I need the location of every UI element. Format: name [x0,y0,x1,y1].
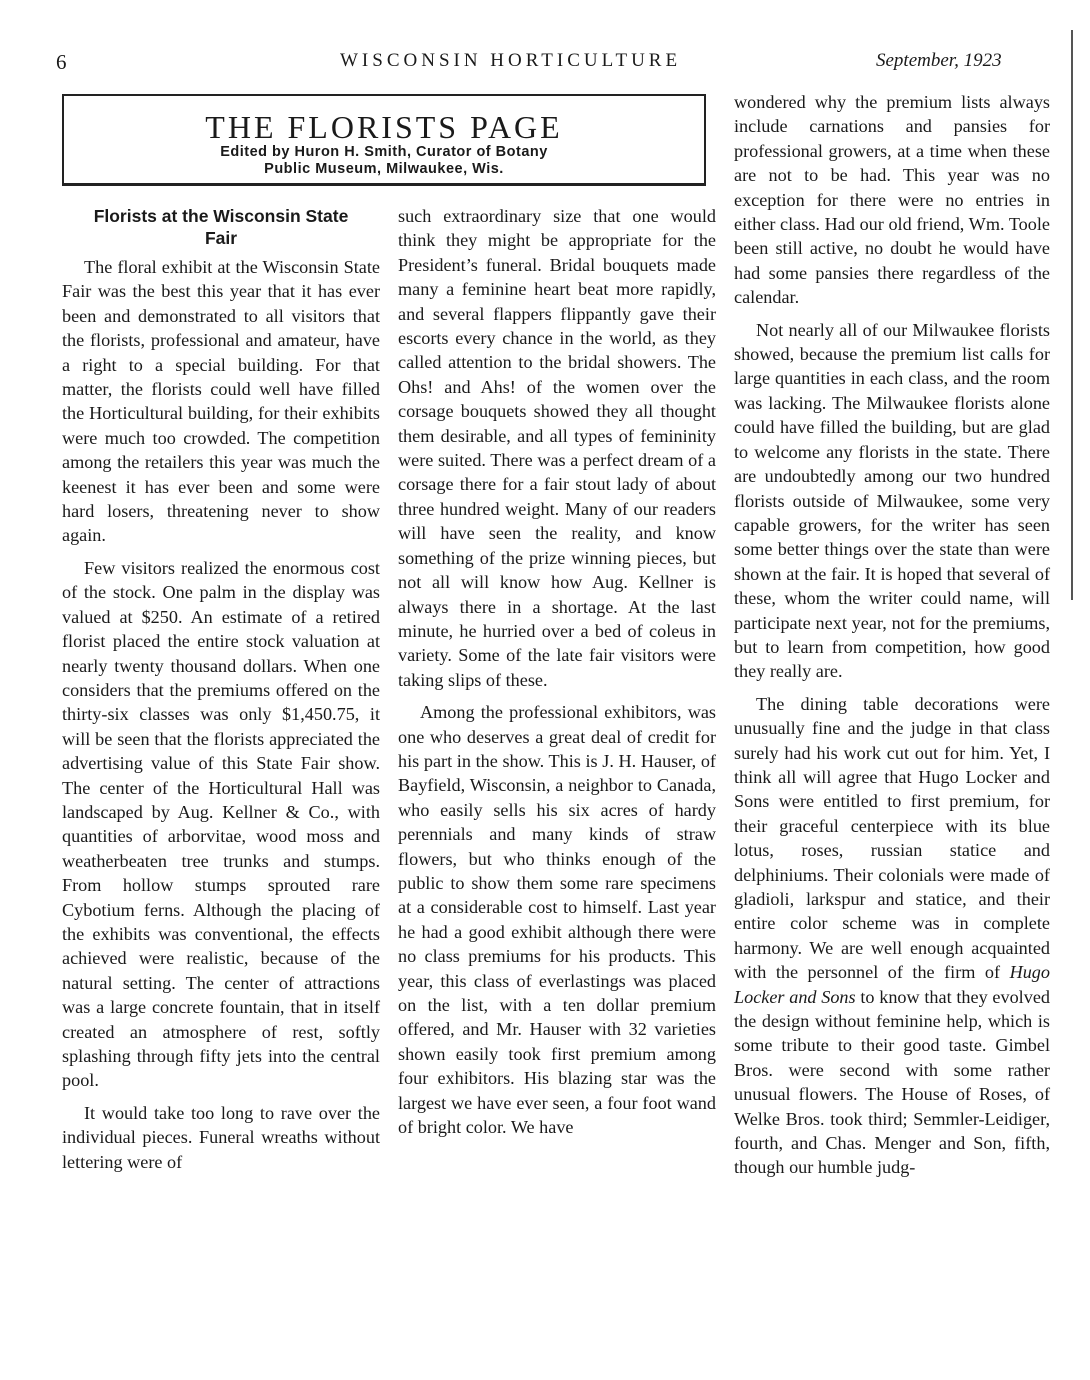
affiliation-line: Public Museum, Milwaukee, Wis. [264,161,504,177]
article-heading-line-1: Florists at the Wisconsin State [93,206,349,226]
paragraph: wondered why the premium lists always include carnations and pansies for professional growers, at a time when these are not to be had. This year was no exception for there were no entries in either class. Had our old friend, Wm. Toole been still active, no doubt he would have had some pansies there regardless of the calendar. [734,92,1050,308]
paragraph: Few visitors realized the enormous cost of the stock. One palm in the display was valued at $250. An estimate of a retired florist placed the entire stock valuation at nearly twenty thousand dollars. When one considers that the premiums offered on the thirty-six classes was only $1,450.75, it will be seen that the florists appreciated the advertising value of this State Fair show. The center of the Horticultural Hall was landscaped by Aug. Kellner & Co., with quantities of arborvitae, wood moss and weatherbeaten tree trunks and stumps. From hollow stumps sprouted rare Cybotium ferns. Although the placing of the exhibits was conventional, the effects achieved were realistic, because of the natural setting. The center of attractions was a large concrete fountain, that in itself created an atmosphere of rest, softly splashing through fifty jets into the central pool. [62,557,380,1091]
paragraph-text: The dining table decorations were unusually fine and the judge in that class surely had his work cut out for him. Yet, I think all will agree that Hugo Locker and Sons were entitled to first premium, for their graceful centerpiece with its blue lotus, roses, russian statice and delphiniums. Their colonials were made of gladioli, larkspur and statice, and their entire color scheme was in complete harmony. We are well enough acquainted with the personnel of the firm of [734,693,1050,983]
section-title: THE FLORISTS PAGE [205,109,563,145]
article-heading [62,205,380,249]
column-3 [734,90,1050,1180]
running-title: WISCONSIN HORTICULTURE [340,50,682,71]
margin-rule [1071,30,1073,600]
paragraph [734,692,1050,1180]
paragraph: The floral exhibit at the Wisconsin State Fair was the best this year that it has ever been and demonstrated to all visitors that the florists, professional and amateur, have a right to a special building. For that matter, the florists could well have filled the Horticultural building, for their exhibits were much too crowded. The competition among the retailers this year was much the keenest it has ever been and some were hard losers, threatening never to show again. [62,257,380,546]
editor-line: Edited by Huron H. Smith, Curator of Botany [220,144,548,160]
firm-name-italic: Hugo Locker and Sons [734,962,1050,1007]
article-heading-line-2: Fair [204,228,238,248]
paragraph: such extraordinary size that one would think they might be appropriate for the President’s funeral. Bridal bouquets made many a feminine heart beat more rapidly, and several flappers flippantly gave their escorts every chance in the world, as they called attention to the bridal showers. The Ohs! and Ahs! of the women over the corsage bouquets showed they all thought them desirable, and all types of femininity were suited. There was a perfect dream of a corsage there for a fair stout lady of about three hundred weight. Many of our readers will have seen the reality, and know something of the prize winning pieces, but not all will know how Aug. Kellner is always there in a shortage. At the last minute, he hurried over a bed of coleus in variety. Some of the late fair visitors were taking slips of these. [398,206,716,690]
page-number: 6 [56,50,67,74]
paragraph: Not nearly all of our Milwaukee florists showed, because the premium list calls for large quantities in each class, and the room was lacking. The Milwaukee florists alone could have filled the building, but are glad to welcome any florists in the state. There are undoubtedly among our two hundred florists outside of Milwaukee, some very capable growers, for the writer has seen some better things over the state than were shown at the fair. It is hoped that several of these, whom the writer could name, will participate next year, not for the premiums, but to learn from competition, how good they really are. [734,319,1050,682]
paragraph: It would take too long to rave over the individual pieces. Funeral wreaths without lettering were of [62,1102,380,1172]
paragraph-text: to know that they evolved the design without feminine help, which is some tribute to their good taste. Gimbel Bros. were second with some rather unusual flowers. The House of Roses, of Welke Bros. took third; Semmler-Leidiger, fourth, and Chas. Menger and Son, fifth, though our humble judg- [734,986,1050,1178]
column-2 [398,204,716,1139]
paragraph: Among the professional exhibitors, was one who deserves a great deal of credit for his part in the show. This is J. H. Hauser, of Bayfield, Wisconsin, a neighbor to Canada, who easily sells his six acres of hardy perennials and many kinds of straw flowers, but who thinks enough of the public to show them some rare specimens at a considerable cost to himself. Last year he had a good exhibit although there were no class premiums for his products. This year, this class of everlastings was placed on the list, with a ten dollar premium offered, and Mr. Hauser with 32 varieties shown easily took first premium among four exhibitors. His blazing star was the largest we have ever seen, a four foot wand of bright color. We have [398,702,716,1138]
issue-date: September, 1923 [876,50,1002,71]
column-1 [62,205,380,1174]
florists-page-header-box [62,94,706,186]
